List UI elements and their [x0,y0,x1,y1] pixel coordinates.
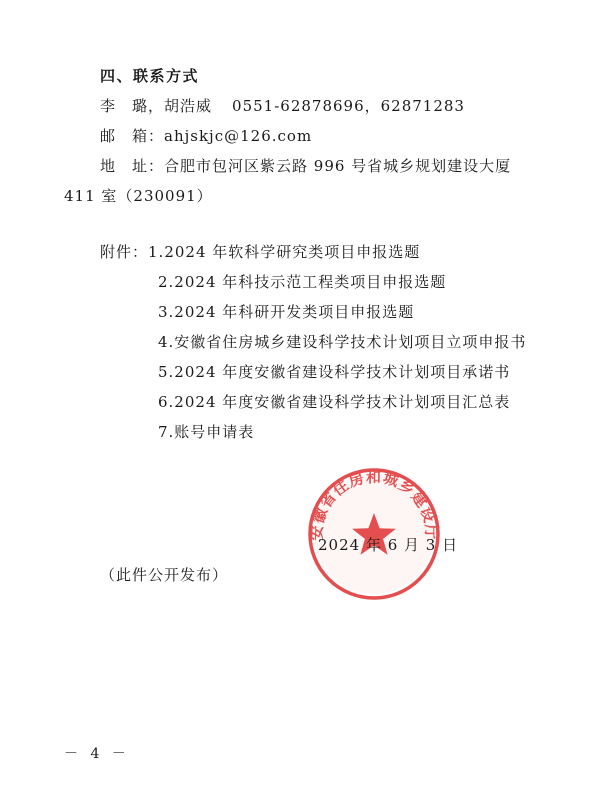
document-date: 2024 年 6 月 3 日 [318,536,459,554]
address-line-1: 合肥市包河区紫云路 996 号省城乡规划建设大厦 [164,157,512,175]
contact-phones: 0551-62878696，62871283 [232,97,465,115]
attachment-item: 7.账号申请表 [158,423,255,441]
email-label: 邮 箱： [100,127,165,145]
attachment-item: 5.2024 年度安徽省建设科学技术计划项目承诺书 [158,363,511,381]
attachments-first-line [100,242,420,262]
email-value: ahjskjc@126.com [164,127,313,145]
attachments-label: 附件： [100,243,149,261]
attachment-item: 2.2024 年科技示范工程类项目申报选题 [158,273,447,291]
attachment-item: 4.安徽省住房城乡建设科学技术计划项目立项申报书 [158,333,527,351]
contact-email-line [100,126,312,146]
contact-persons: 胡浩威 [164,97,213,115]
attachment-item: 3.2024 年科研开发类项目申报选题 [158,303,415,321]
page-number: － 4 － [64,746,130,762]
public-release-note: （此件公开发布） [100,566,229,584]
seal-text: 安徽省住房和城乡建设厅 [307,468,441,541]
contact-persons-line [100,96,465,116]
contact-heading: 四、联系方式 [100,67,200,85]
address-line-2: 411 室（230091） [64,187,213,205]
attachment-item: 1.2024 年软科学研究类项目申报选题 [148,243,421,261]
attachment-item: 6.2024 年度安徽省建设科学技术计划项目汇总表 [158,393,511,411]
address-label: 地 址： [100,157,165,175]
official-seal [305,465,443,603]
contact-person-label: 李 璐， [100,97,165,115]
contact-address-line [100,156,511,176]
